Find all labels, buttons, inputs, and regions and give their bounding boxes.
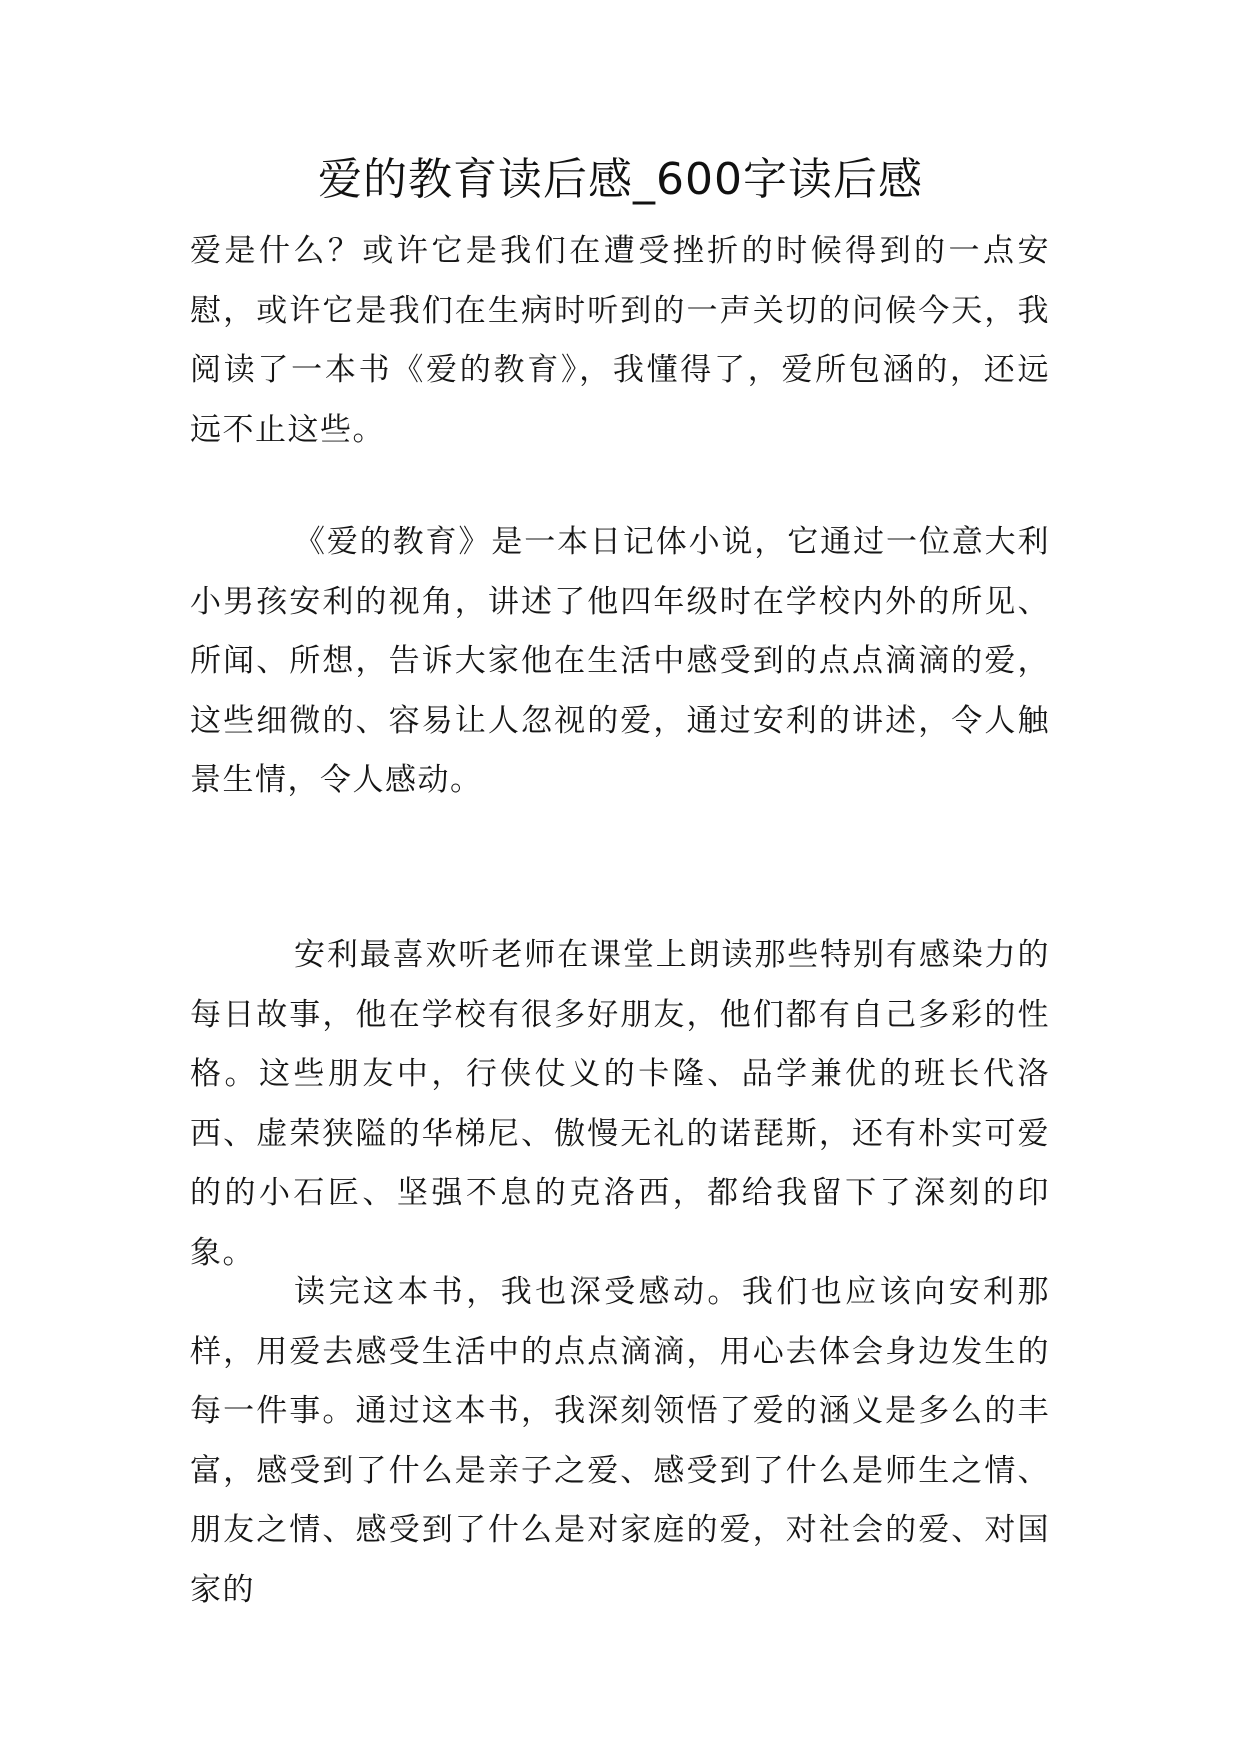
document-title: 爱的教育读后感_600字读后感 (318, 154, 923, 205)
paragraph-book-summary: 《爱的教育》是一本日记体小说，它通过一位意大利小男孩安利的视角，讲述了他四年级时在学校内外的所见、所闻、所想，告诉大家他在生活中感受到的点点滴滴的爱，这些细微的、容易让人忽视的爱，通过安利的讲述，令人触景生情，令人感动。 (190, 524, 1050, 798)
paragraph-friends: 安利最喜欢听老师在课堂上朗读那些特别有感染力的每日故事，他在学校有很多好朋友，他们都有自己多彩的性格。这些朋友中，行侠仗义的卡隆、品学兼优的班长代洛西、虚荣狭隘的华梯尼、傲慢无礼的诺琵斯，还有朴实可爱的的小石匠、坚强不息的克洛西，都给我留下了深刻的印象。 (190, 937, 1050, 1271)
paragraph-intro: 爱是什么？或许它是我们在遭受挫折的时候得到的一点安慰，或许它是我们在生病时听到的一声关切的问候今天，我阅读了一本书《爱的教育》，我懂得了，爱所包涵的，还远远不止这些。 (190, 233, 1050, 448)
paragraph-reflection: 读完这本书，我也深受感动。我们也应该向安利那样，用爱去感受生活中的点点滴滴，用心去体会身边发生的每一件事。通过这本书，我深刻领悟了爱的涵义是多么的丰富，感受到了什么是亲子之爱、感受到了什么是师生之情、朋友之情、感受到了什么是对家庭的爱，对社会的爱、对国家的 (190, 1274, 1050, 1608)
